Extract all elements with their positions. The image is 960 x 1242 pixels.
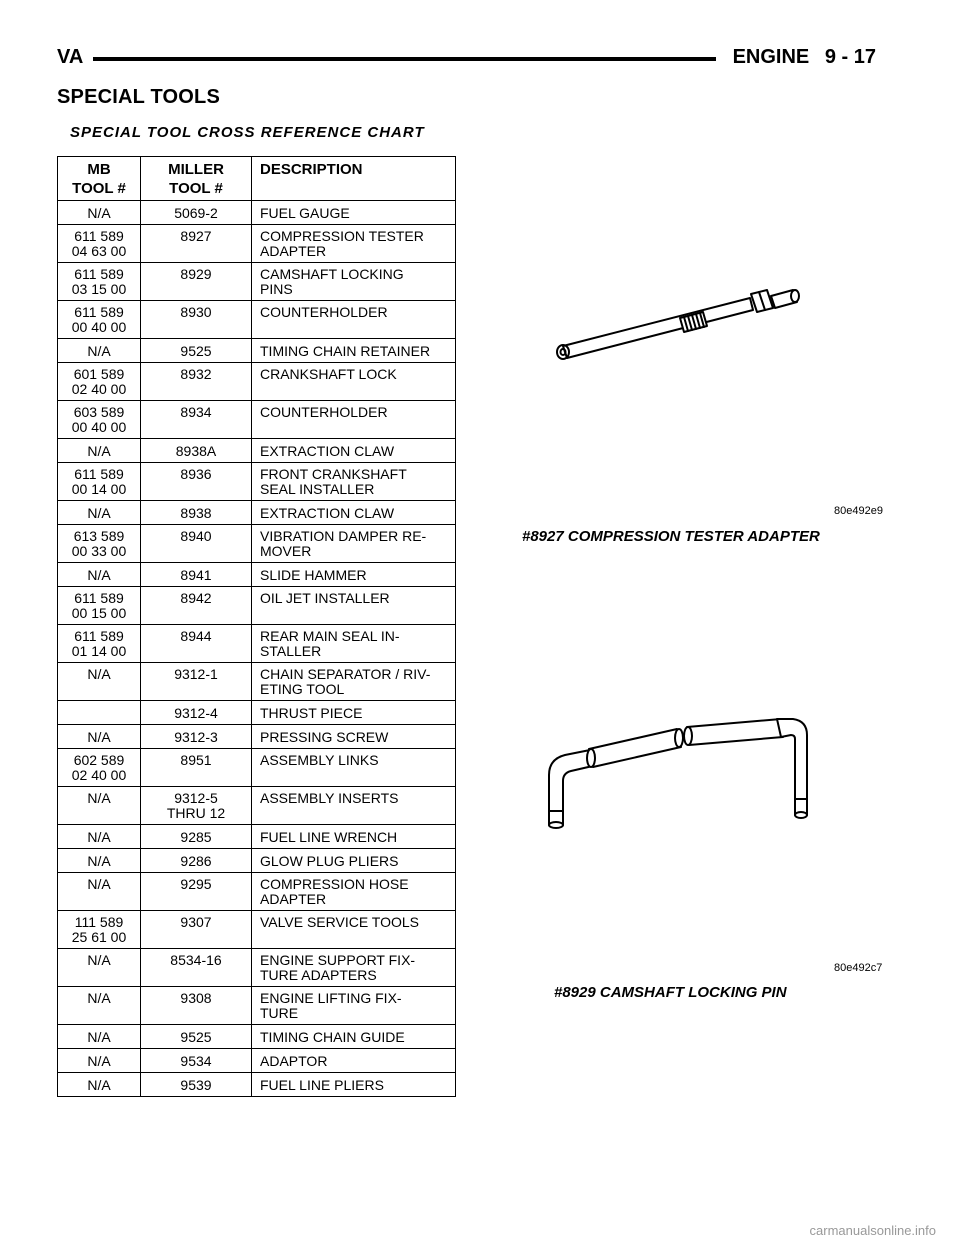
miller-tool-cell bbox=[141, 701, 252, 725]
miller-tool-cell bbox=[141, 787, 252, 825]
table-row bbox=[58, 525, 456, 563]
miller-tool-cell-text: 9307 bbox=[180, 914, 212, 930]
mb-tool-cell-text: 602 589 02 40 00 bbox=[71, 752, 127, 783]
header-rule bbox=[93, 57, 716, 61]
miller-tool-cell bbox=[141, 911, 252, 949]
section-title: SPECIAL TOOLS bbox=[57, 86, 221, 108]
mb-tool-cell bbox=[58, 873, 141, 911]
miller-tool-cell-text: 9286 bbox=[180, 853, 212, 869]
description-cell bbox=[252, 749, 456, 787]
camshaft-locking-pin-figure bbox=[545, 715, 815, 835]
tool-cross-reference-table bbox=[57, 156, 456, 1097]
table-row bbox=[58, 301, 456, 339]
miller-tool-cell bbox=[141, 873, 252, 911]
miller-tool-cell-text: 8944 bbox=[180, 628, 212, 644]
miller-tool-cell-text: 8927 bbox=[180, 228, 212, 244]
figure-caption-2: #8929 CAMSHAFT LOCKING PIN bbox=[554, 984, 787, 1001]
mb-tool-cell-text: N/A bbox=[87, 205, 111, 221]
mb-tool-cell-text: N/A bbox=[87, 729, 111, 745]
description-cell-text: COUNTERHOLDER bbox=[260, 304, 388, 320]
table-row bbox=[58, 949, 456, 987]
watermark: carmanualsonline.info bbox=[809, 1223, 936, 1238]
miller-tool-cell-text: 9534 bbox=[180, 1053, 212, 1069]
description-cell bbox=[252, 663, 456, 701]
description-cell bbox=[252, 463, 456, 501]
miller-tool-cell-text: 8534-16 bbox=[170, 952, 222, 968]
mb-tool-cell-text: N/A bbox=[87, 990, 111, 1006]
table-row bbox=[58, 1073, 456, 1097]
miller-tool-cell bbox=[141, 949, 252, 987]
miller-tool-cell bbox=[141, 263, 252, 301]
mb-tool-cell bbox=[58, 401, 141, 439]
mb-tool-cell-text bbox=[58, 701, 140, 709]
miller-tool-cell-text: 9312-3 bbox=[174, 729, 218, 745]
miller-tool-cell-text: 8930 bbox=[180, 304, 212, 320]
description-cell-text: SLIDE HAMMER bbox=[260, 567, 367, 583]
mb-tool-cell bbox=[58, 563, 141, 587]
table-row bbox=[58, 749, 456, 787]
miller-tool-cell bbox=[141, 1025, 252, 1049]
table-header-row bbox=[58, 157, 456, 201]
table-row bbox=[58, 663, 456, 701]
description-cell-text: ENGINE SUPPORT FIX- TURE ADAPTERS bbox=[260, 952, 416, 983]
description-cell-text: COMPRESSION HOSE ADAPTER bbox=[260, 876, 409, 907]
table-row bbox=[58, 339, 456, 363]
header-page-number: 9 - 17 bbox=[824, 46, 876, 68]
miller-tool-cell bbox=[141, 501, 252, 525]
miller-tool-cell-text: 5069-2 bbox=[174, 205, 218, 221]
page-header bbox=[57, 44, 876, 74]
mb-tool-cell-text: 111 589 25 61 00 bbox=[71, 914, 127, 945]
mb-tool-cell-text: 601 589 02 40 00 bbox=[71, 366, 127, 397]
description-cell-text: TIMING CHAIN GUIDE bbox=[260, 1029, 405, 1045]
miller-tool-cell-text: 9308 bbox=[180, 990, 212, 1006]
mb-tool-cell bbox=[58, 525, 141, 563]
description-cell bbox=[252, 225, 456, 263]
miller-tool-cell bbox=[141, 301, 252, 339]
description-cell bbox=[252, 949, 456, 987]
description-cell-text: EXTRACTION CLAW bbox=[260, 505, 395, 521]
mb-tool-cell bbox=[58, 625, 141, 663]
mb-tool-cell bbox=[58, 225, 141, 263]
description-cell bbox=[252, 263, 456, 301]
description-cell-text: ADAPTOR bbox=[260, 1053, 328, 1069]
mb-tool-cell bbox=[58, 949, 141, 987]
chart-title: SPECIAL TOOL CROSS REFERENCE CHART bbox=[70, 124, 425, 141]
mb-tool-cell bbox=[58, 849, 141, 873]
miller-tool-cell bbox=[141, 749, 252, 787]
miller-tool-cell bbox=[141, 201, 252, 225]
mb-tool-cell bbox=[58, 749, 141, 787]
miller-tool-cell bbox=[141, 1073, 252, 1097]
miller-tool-cell bbox=[141, 1049, 252, 1073]
header-section-name: ENGINE bbox=[732, 46, 810, 68]
header-mb-tool bbox=[58, 157, 141, 201]
description-cell-text: COUNTERHOLDER bbox=[260, 404, 388, 420]
miller-tool-cell bbox=[141, 225, 252, 263]
table-row bbox=[58, 225, 456, 263]
miller-tool-cell bbox=[141, 463, 252, 501]
description-cell-text: OIL JET INSTALLER bbox=[260, 590, 390, 606]
mb-tool-cell bbox=[58, 501, 141, 525]
description-cell-text: PRESSING SCREW bbox=[260, 729, 389, 745]
description-cell-text: GLOW PLUG PLIERS bbox=[260, 853, 399, 869]
miller-tool-cell bbox=[141, 725, 252, 749]
mb-tool-cell-text: N/A bbox=[87, 1077, 111, 1093]
description-cell bbox=[252, 787, 456, 825]
mb-tool-cell-text: 603 589 00 40 00 bbox=[71, 404, 127, 435]
description-cell-text: REAR MAIN SEAL IN- STALLER bbox=[260, 628, 400, 659]
mb-tool-cell bbox=[58, 201, 141, 225]
description-cell-text: CHAIN SEPARATOR / RIV- ETING TOOL bbox=[260, 666, 431, 697]
description-cell bbox=[252, 501, 456, 525]
header-description-text: DESCRIPTION bbox=[260, 161, 363, 178]
miller-tool-cell-text: 9312-4 bbox=[174, 705, 218, 721]
mb-tool-cell-text: 611 589 03 15 00 bbox=[71, 266, 127, 297]
table-row bbox=[58, 563, 456, 587]
table-row bbox=[58, 725, 456, 749]
description-cell bbox=[252, 725, 456, 749]
description-cell bbox=[252, 701, 456, 725]
mb-tool-cell-text: N/A bbox=[87, 343, 111, 359]
mb-tool-cell-text: N/A bbox=[87, 567, 111, 583]
miller-tool-cell bbox=[141, 439, 252, 463]
miller-tool-cell-text: 9312-1 bbox=[174, 666, 218, 682]
miller-tool-cell-text: 9525 bbox=[180, 1029, 212, 1045]
table-row bbox=[58, 849, 456, 873]
mb-tool-cell bbox=[58, 463, 141, 501]
miller-tool-cell-text: 8938 bbox=[180, 505, 212, 521]
mb-tool-cell-text: N/A bbox=[87, 443, 111, 459]
description-cell bbox=[252, 1049, 456, 1073]
description-cell-text: ENGINE LIFTING FIX- TURE bbox=[260, 990, 402, 1021]
mb-tool-cell-text: N/A bbox=[87, 853, 111, 869]
description-cell bbox=[252, 987, 456, 1025]
figure-code-1: 80e492e9 bbox=[834, 505, 883, 517]
mb-tool-cell bbox=[58, 363, 141, 401]
mb-tool-cell-text: 611 589 01 14 00 bbox=[71, 628, 127, 659]
miller-tool-cell bbox=[141, 663, 252, 701]
miller-tool-cell-text: 8940 bbox=[180, 528, 212, 544]
description-cell-text: VALVE SERVICE TOOLS bbox=[260, 914, 419, 930]
mb-tool-cell bbox=[58, 263, 141, 301]
table-row bbox=[58, 501, 456, 525]
miller-tool-cell bbox=[141, 625, 252, 663]
description-cell-text: EXTRACTION CLAW bbox=[260, 443, 395, 459]
header-miller-tool bbox=[141, 157, 252, 201]
miller-tool-cell-text: 9539 bbox=[180, 1077, 212, 1093]
miller-tool-cell-text: 9295 bbox=[180, 876, 212, 892]
description-cell bbox=[252, 301, 456, 339]
description-cell-text: FUEL LINE PLIERS bbox=[260, 1077, 384, 1093]
description-cell-text: VIBRATION DAMPER RE- MOVER bbox=[260, 528, 427, 559]
mb-tool-cell bbox=[58, 911, 141, 949]
miller-tool-cell-text: 8938A bbox=[175, 443, 217, 459]
table-row bbox=[58, 401, 456, 439]
mb-tool-cell bbox=[58, 301, 141, 339]
mb-tool-cell bbox=[58, 1073, 141, 1097]
miller-tool-cell bbox=[141, 587, 252, 625]
miller-tool-cell bbox=[141, 401, 252, 439]
miller-tool-cell-text: 8936 bbox=[180, 466, 212, 482]
mb-tool-cell-text: N/A bbox=[87, 876, 111, 892]
miller-tool-cell-text: 9525 bbox=[180, 343, 212, 359]
miller-tool-cell-text: 8929 bbox=[180, 266, 212, 282]
miller-tool-cell-text: 8932 bbox=[180, 366, 212, 382]
header-description bbox=[252, 157, 456, 201]
mb-tool-cell bbox=[58, 439, 141, 463]
header-mb-tool-text: MB TOOL # bbox=[72, 161, 126, 197]
mb-tool-cell bbox=[58, 987, 141, 1025]
description-cell bbox=[252, 849, 456, 873]
miller-tool-cell bbox=[141, 363, 252, 401]
table-row bbox=[58, 363, 456, 401]
miller-tool-cell bbox=[141, 849, 252, 873]
table-row bbox=[58, 787, 456, 825]
header-vehicle-code: VA bbox=[57, 46, 84, 68]
description-cell bbox=[252, 401, 456, 439]
description-cell-text: ASSEMBLY LINKS bbox=[260, 752, 379, 768]
description-cell bbox=[252, 911, 456, 949]
description-cell-text: THRUST PIECE bbox=[260, 705, 363, 721]
mb-tool-cell-text: N/A bbox=[87, 666, 111, 682]
description-cell bbox=[252, 201, 456, 225]
miller-tool-cell bbox=[141, 825, 252, 849]
mb-tool-cell-text: N/A bbox=[87, 790, 111, 806]
compression-tester-adapter-figure bbox=[545, 280, 810, 370]
table-row bbox=[58, 701, 456, 725]
miller-tool-cell-text: 8951 bbox=[180, 752, 212, 768]
mb-tool-cell-text: N/A bbox=[87, 1053, 111, 1069]
mb-tool-cell bbox=[58, 339, 141, 363]
description-cell bbox=[252, 1025, 456, 1049]
miller-tool-cell-text: 8941 bbox=[180, 567, 212, 583]
table-row bbox=[58, 587, 456, 625]
table-row bbox=[58, 987, 456, 1025]
description-cell bbox=[252, 625, 456, 663]
header-section bbox=[723, 46, 876, 69]
table-row bbox=[58, 911, 456, 949]
figure-code-2: 80e492c7 bbox=[834, 962, 883, 974]
mb-tool-cell bbox=[58, 787, 141, 825]
description-cell-text: FUEL GAUGE bbox=[260, 205, 350, 221]
miller-tool-cell-text: 9285 bbox=[180, 829, 212, 845]
description-cell-text: CAMSHAFT LOCKING PINS bbox=[260, 266, 404, 297]
mb-tool-cell-text: N/A bbox=[87, 829, 111, 845]
miller-tool-cell-text: 8934 bbox=[180, 404, 212, 420]
mb-tool-cell bbox=[58, 701, 141, 725]
table-row bbox=[58, 463, 456, 501]
table-row bbox=[58, 625, 456, 663]
mb-tool-cell-text: N/A bbox=[87, 505, 111, 521]
mb-tool-cell bbox=[58, 725, 141, 749]
description-cell-text: FRONT CRANKSHAFT SEAL INSTALLER bbox=[260, 466, 407, 497]
mb-tool-cell-text: N/A bbox=[87, 1029, 111, 1045]
miller-tool-cell bbox=[141, 339, 252, 363]
mb-tool-cell-text: 611 589 00 14 00 bbox=[71, 466, 127, 497]
figure-caption-1: #8927 COMPRESSION TESTER ADAPTER bbox=[522, 528, 820, 545]
mb-tool-cell bbox=[58, 587, 141, 625]
table-row bbox=[58, 825, 456, 849]
description-cell bbox=[252, 873, 456, 911]
table-row bbox=[58, 263, 456, 301]
header-miller-tool-text: MILLER TOOL # bbox=[168, 161, 224, 197]
description-cell-text: ASSEMBLY INSERTS bbox=[260, 790, 399, 806]
mb-tool-cell bbox=[58, 1025, 141, 1049]
mb-tool-cell bbox=[58, 825, 141, 849]
description-cell bbox=[252, 339, 456, 363]
table-row bbox=[58, 439, 456, 463]
description-cell-text: COMPRESSION TESTER ADAPTER bbox=[260, 228, 424, 259]
description-cell-text: FUEL LINE WRENCH bbox=[260, 829, 398, 845]
description-cell bbox=[252, 525, 456, 563]
mb-tool-cell bbox=[58, 663, 141, 701]
table-body bbox=[58, 201, 456, 1097]
description-cell bbox=[252, 587, 456, 625]
table-row bbox=[58, 201, 456, 225]
description-cell bbox=[252, 563, 456, 587]
mb-tool-cell-text: N/A bbox=[87, 952, 111, 968]
table-row bbox=[58, 873, 456, 911]
miller-tool-cell bbox=[141, 987, 252, 1025]
mb-tool-cell-text: 611 589 00 15 00 bbox=[71, 590, 127, 621]
miller-tool-cell bbox=[141, 563, 252, 587]
table-row bbox=[58, 1049, 456, 1073]
miller-tool-cell bbox=[141, 525, 252, 563]
description-cell bbox=[252, 825, 456, 849]
mb-tool-cell bbox=[58, 1049, 141, 1073]
description-cell bbox=[252, 1073, 456, 1097]
description-cell-text: TIMING CHAIN RETAINER bbox=[260, 343, 431, 359]
mb-tool-cell-text: 613 589 00 33 00 bbox=[71, 528, 127, 559]
description-cell bbox=[252, 439, 456, 463]
mb-tool-cell-text: 611 589 00 40 00 bbox=[71, 304, 127, 335]
mb-tool-cell-text: 611 589 04 63 00 bbox=[71, 228, 127, 259]
description-cell bbox=[252, 363, 456, 401]
miller-tool-cell-text: 8942 bbox=[180, 590, 212, 606]
miller-tool-cell-text: 9312-5 THRU 12 bbox=[166, 790, 226, 821]
table-row bbox=[58, 1025, 456, 1049]
description-cell-text: CRANKSHAFT LOCK bbox=[260, 366, 397, 382]
